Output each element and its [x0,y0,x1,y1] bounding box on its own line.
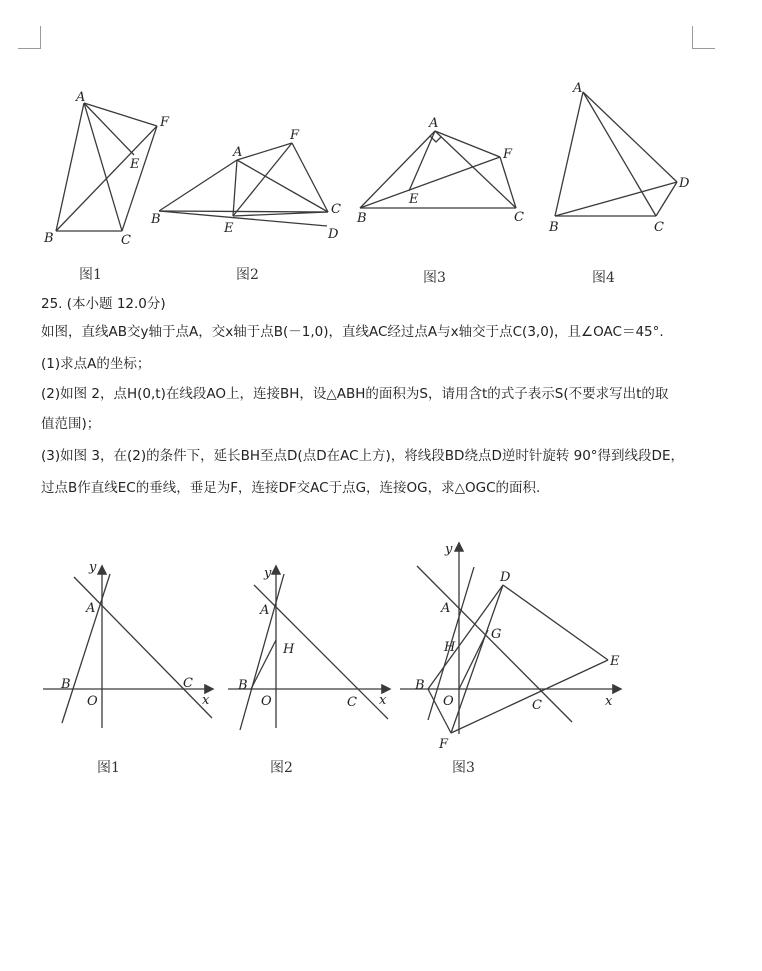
label-B: B [61,677,71,692]
label-G: G [491,627,502,642]
label-C: C [514,210,524,225]
label-C: C [121,233,131,248]
label-A: A [76,90,86,105]
label-C: C [183,676,193,691]
problem-part-3: (3)如图 3，在(2)的条件下，延长BH至点D(点D在AC上方)，将线段BD绕点D逆时针旋转 90°得到线段DE， [41,448,684,464]
label-C: C [347,695,357,710]
line-AC [417,566,572,722]
label-B: B [357,211,367,226]
label-C: C [532,698,542,713]
label-H: H [444,640,456,655]
segment-OG [459,630,488,689]
problem-part-2: (2)如图 2，点H(0,t)在线段AO上，连接BH，设△ABH的面积为S，请用含t的式子表示S(不要求写出t的取 [41,386,669,402]
segment-DE [503,585,608,660]
label-x: x [379,693,387,708]
label-E: E [610,654,620,669]
label-F: F [439,737,449,752]
problem-statement: 如图，直线AB交y轴于点A，交x轴于点B(－1,0)，直线AC经过点A与x轴交于点C(3,0)，且∠OAC＝45°. [41,324,664,340]
label-D: D [328,227,339,242]
label-E: E [409,192,419,207]
bottom-figure-3-caption: 图3 [452,760,475,776]
label-F: F [290,128,300,143]
label-F: F [503,147,513,162]
label-D: D [500,570,511,585]
label-B: B [151,212,161,227]
top-figure-1-caption: 图1 [79,267,102,283]
label-y: y [89,560,97,575]
label-O: O [443,694,454,709]
label-x: x [202,693,210,708]
top-figure-4-caption: 图4 [592,270,615,286]
problem-part-2-continued: 值范围)； [41,416,101,432]
label-D: D [679,176,690,191]
problem-part-1: (1)求点A的坐标； [41,356,151,372]
label-F: F [160,115,170,130]
label-O: O [261,694,272,709]
label-A: A [86,601,96,616]
label-x: x [605,694,613,709]
bottom-figure-2-caption: 图2 [270,760,293,776]
label-A: A [260,603,270,618]
problem-header: 25. (本小题 12.0分) [41,296,166,312]
label-E: E [224,221,234,236]
label-O: O [87,694,98,709]
label-A: A [441,601,451,616]
top-figure-2-caption: 图2 [236,267,259,283]
label-A: A [429,116,439,131]
label-C: C [654,220,664,235]
label-B: B [238,678,248,693]
segment-EF [451,660,608,733]
label-B: B [44,231,54,246]
problem-part-3-continued: 过点B作直线EC的垂线，垂足为F，连接DF交AC于点G，连接OG，求△OGC的面积. [41,480,541,496]
label-C: C [331,202,341,217]
label-B: B [415,678,425,693]
label-E: E [130,157,140,172]
label-y: y [264,566,272,581]
label-B: B [549,220,559,235]
label-y: y [445,542,453,557]
label-H: H [283,642,295,657]
bottom-figure-1-caption: 图1 [97,760,120,776]
label-A: A [233,145,243,160]
top-figure-3-caption: 图3 [423,270,446,286]
label-A: A [573,81,583,96]
